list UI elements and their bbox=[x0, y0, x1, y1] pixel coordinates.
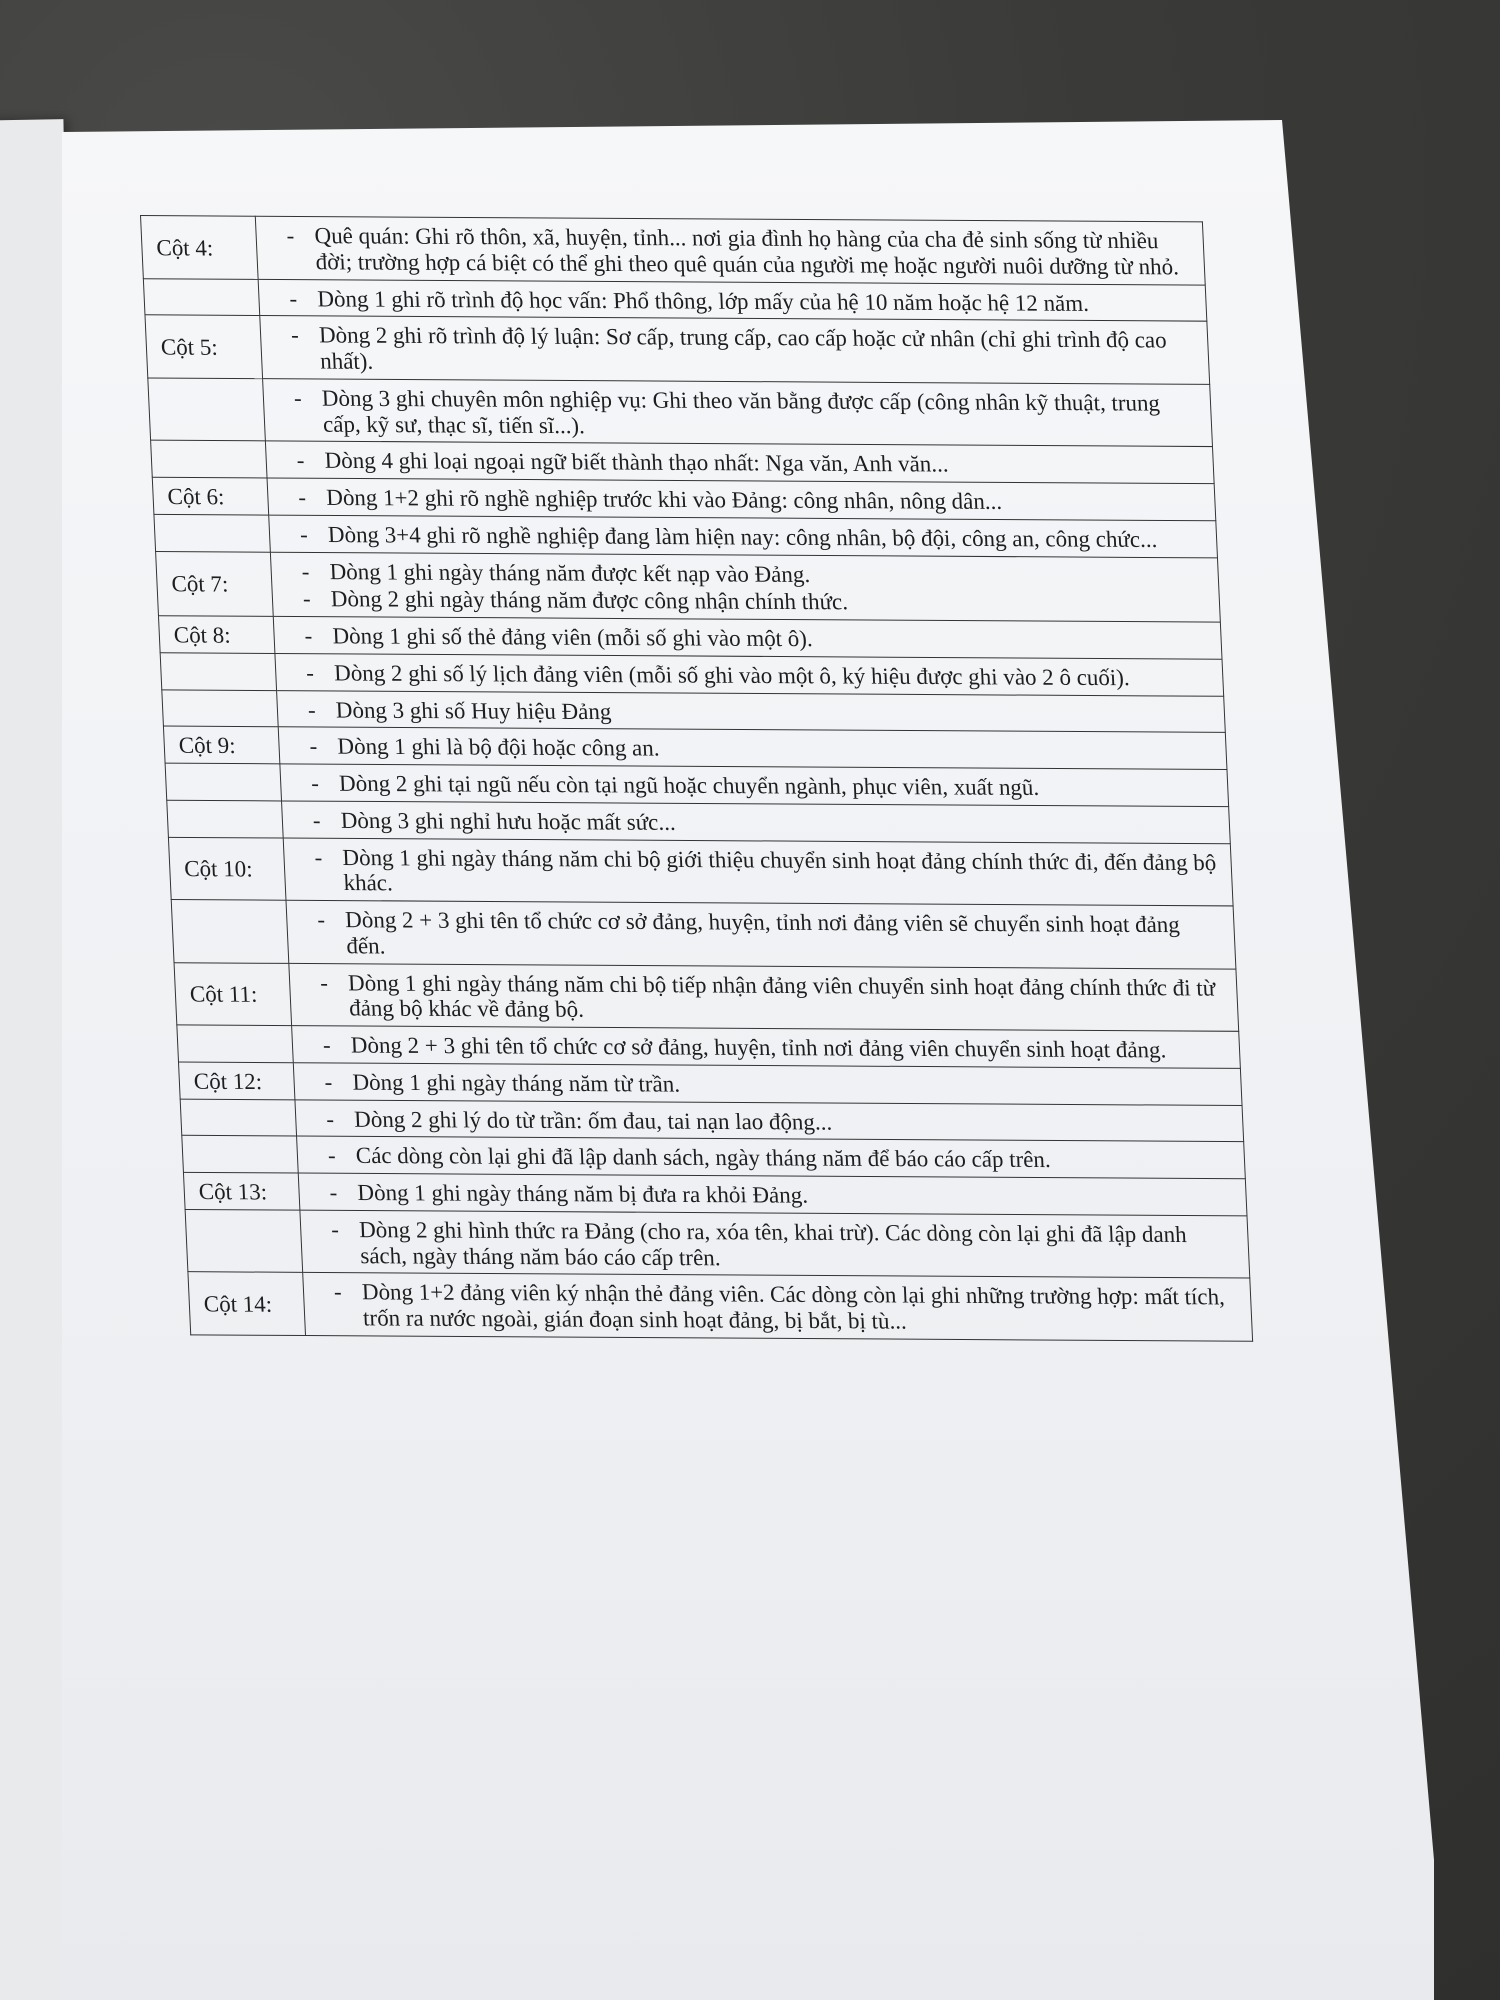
column-label: Cột 11: bbox=[174, 962, 292, 1025]
instruction-text: Dòng 1 ghi ngày tháng năm chi bộ giới thiệu chuyển sinh hoạt đảng chính thức đi, đến đảng bộ khác. bbox=[341, 844, 1217, 896]
instruction-cell bbox=[263, 378, 1213, 446]
instruction-line bbox=[312, 807, 1219, 839]
table-row bbox=[158, 616, 1222, 659]
bullet-dash-icon: - bbox=[325, 1106, 335, 1132]
bullet-dash-icon: - bbox=[310, 770, 320, 796]
bullet-dash-icon: - bbox=[323, 1069, 333, 1095]
instruction-text: Dòng 2 + 3 ghi tên tổ chức cơ sở đảng, huyện, tỉnh nơi đảng viên sẽ chuyển sinh hoạt đảng đến. bbox=[344, 907, 1181, 959]
instruction-text: Dòng 4 ghi loại ngoại ngữ biết thành thạo nhất: Nga văn, Anh văn... bbox=[324, 447, 949, 477]
instruction-line bbox=[302, 586, 1209, 617]
column-label bbox=[162, 689, 278, 727]
bullet-dash-icon: - bbox=[316, 906, 326, 933]
instruction-cell bbox=[275, 653, 1224, 696]
instruction-text: Dòng 1 ghi số thẻ đảng viên (mỗi số ghi vào một ô). bbox=[331, 623, 814, 652]
instruction-text: Dòng 1 ghi ngày tháng năm được kết nạp vào Đảng. bbox=[329, 558, 811, 587]
instruction-text: Dòng 2 + 3 ghi tên tổ chức cơ sở đảng, huyện, tỉnh nơi đảng viên chuyển sinh hoạt đảng. bbox=[350, 1032, 1167, 1063]
bullet-dash-icon: - bbox=[296, 447, 305, 473]
table-row bbox=[180, 1099, 1244, 1142]
instruction-text: Dòng 3 ghi chuyên môn nghiệp vụ: Ghi theo văn bằng được cấp (công nhân kỹ thuật, trung cấp, kỹ sư, thạc sĩ, tiến sĩ...). bbox=[321, 385, 1161, 438]
instruction-line bbox=[290, 322, 1199, 380]
bullet-dash-icon: - bbox=[299, 521, 309, 547]
instruction-cell bbox=[265, 441, 1214, 484]
instruction-text: Dòng 2 ghi ngày tháng năm được công nhận chính thức. bbox=[330, 586, 849, 615]
instruction-cell bbox=[282, 801, 1231, 844]
instruction-line bbox=[310, 770, 1218, 802]
bullet-dash-icon: - bbox=[307, 696, 317, 722]
instruction-text: Dòng 1 ghi là bộ đội hoặc công an. bbox=[336, 733, 660, 761]
table-row bbox=[156, 551, 1221, 622]
bullet-dash-icon: - bbox=[297, 484, 307, 510]
instruction-line bbox=[297, 484, 1205, 516]
table-row bbox=[141, 216, 1206, 285]
instruction-text: Dòng 3 ghi nghỉ hưu hoặc mất sức... bbox=[340, 807, 677, 835]
instruction-line bbox=[296, 447, 1203, 479]
instruction-text: Dòng 2 ghi rõ trình độ lý luận: Sơ cấp, trung cấp, cao cấp hoặc cử nhân (chỉ ghi trình độ cao nhất). bbox=[318, 322, 1168, 374]
instruction-cell bbox=[297, 1136, 1246, 1179]
instruction-line bbox=[288, 285, 1196, 317]
instruction-cell bbox=[292, 1026, 1241, 1069]
table-row bbox=[177, 1025, 1241, 1068]
instruction-cell bbox=[277, 690, 1226, 733]
table-row bbox=[182, 1136, 1246, 1179]
instruction-line bbox=[316, 906, 1226, 964]
column-label bbox=[182, 1136, 298, 1174]
column-label: Cột 7: bbox=[156, 551, 274, 616]
instruction-text: Dòng 3 ghi số Huy hiệu Đảng bbox=[335, 696, 612, 724]
instruction-table bbox=[140, 215, 1253, 1341]
column-label bbox=[154, 514, 270, 552]
column-label: Cột 8: bbox=[158, 616, 274, 654]
instruction-line bbox=[330, 1216, 1240, 1274]
instruction-cell bbox=[286, 900, 1236, 968]
table-row bbox=[165, 763, 1229, 806]
table-row bbox=[163, 726, 1227, 769]
column-label bbox=[177, 1025, 293, 1063]
column-label: Cột 13: bbox=[183, 1172, 299, 1210]
column-label bbox=[143, 278, 259, 316]
instruction-cell bbox=[280, 764, 1229, 807]
table-row bbox=[167, 800, 1231, 843]
bullet-dash-icon: - bbox=[290, 322, 300, 348]
table-row bbox=[185, 1209, 1250, 1278]
instruction-cell bbox=[298, 1173, 1247, 1216]
instruction-line bbox=[301, 558, 1208, 590]
instruction-text: Các dòng còn lại ghi đã lập danh sách, ngày tháng năm để báo cáo cấp trên. bbox=[355, 1143, 1052, 1173]
instruction-cell bbox=[269, 515, 1218, 558]
instruction-line bbox=[322, 1032, 1229, 1063]
instruction-text: Dòng 1+2 ghi rõ nghề nghiệp trước khi vào Đảng: công nhân, nông dân... bbox=[325, 484, 1003, 514]
column-label: Cột 5: bbox=[145, 315, 263, 378]
column-label bbox=[167, 800, 283, 838]
instruction-line bbox=[307, 696, 1214, 728]
instruction-line bbox=[299, 521, 1206, 553]
bullet-dash-icon: - bbox=[322, 1032, 332, 1058]
table-row bbox=[174, 962, 1239, 1031]
column-label bbox=[180, 1099, 296, 1137]
instruction-line bbox=[308, 733, 1216, 765]
bullet-dash-icon: - bbox=[313, 844, 323, 870]
column-label bbox=[171, 900, 289, 963]
bullet-dash-icon: - bbox=[328, 1179, 338, 1205]
instruction-cell bbox=[260, 316, 1210, 384]
bullet-dash-icon: - bbox=[288, 285, 298, 311]
instruction-text: Quê quán: Ghi rõ thôn, xã, huyện, tỉnh... nơi gia đình họ hàng của cha đẻ sinh sống từ nhiều đời; trường hợp cá biệt có thể ghi theo quê quán của người mẹ hoặc người nuôi dưỡng từ nhỏ. bbox=[313, 223, 1180, 280]
column-label bbox=[165, 763, 281, 801]
instruction-line bbox=[305, 659, 1213, 691]
table-row bbox=[152, 477, 1216, 520]
instruction-text: Dòng 2 ghi số lý lịch đảng viên (mỗi số ghi vào một ô, ký hiệu được ghi vào 2 ô cuối). bbox=[333, 660, 1131, 690]
instruction-text: Dòng 3+4 ghi rõ nghề nghiệp đang làm hiện nay: công nhân, bộ đội, công an, công chức... bbox=[327, 521, 1158, 552]
instruction-text: Dòng 2 ghi tại ngũ nếu còn tại ngũ hoặc chuyển ngành, phục viên, xuất ngũ. bbox=[338, 770, 1040, 800]
instruction-text: Dòng 2 ghi hình thức ra Đảng (cho ra, xóa tên, khai trừ). Các dòng còn lại ghi đã lập danh sách, ngày tháng năm báo cáo cấp trên. bbox=[358, 1216, 1188, 1270]
bullet-dash-icon: - bbox=[293, 385, 303, 411]
column-label: Cột 4: bbox=[141, 216, 259, 279]
bullet-dash-icon: - bbox=[301, 558, 310, 584]
table-row bbox=[178, 1062, 1242, 1105]
column-label: Cột 6: bbox=[152, 477, 268, 515]
column-label bbox=[151, 440, 267, 478]
bullet-dash-icon: - bbox=[330, 1216, 340, 1242]
bullet-dash-icon: - bbox=[305, 659, 315, 686]
table-row bbox=[145, 315, 1210, 384]
instruction-line bbox=[325, 1106, 1233, 1137]
instruction-text: Dòng 1 ghi rõ trình độ học vấn: Phổ thông, lớp mấy của hệ 10 năm hoặc hệ 12 năm. bbox=[316, 285, 1090, 316]
column-label bbox=[148, 378, 266, 441]
instruction-cell bbox=[300, 1210, 1250, 1278]
table-row bbox=[151, 440, 1215, 483]
instruction-cell bbox=[258, 279, 1207, 322]
instruction-line bbox=[286, 222, 1195, 280]
bullet-dash-icon: - bbox=[303, 623, 313, 649]
instruction-cell bbox=[303, 1273, 1253, 1341]
bullet-dash-icon: - bbox=[327, 1142, 337, 1169]
instruction-cell bbox=[267, 478, 1216, 521]
table-row bbox=[162, 689, 1226, 732]
bullet-dash-icon: - bbox=[312, 807, 322, 833]
instruction-line bbox=[323, 1069, 1231, 1100]
column-label: Cột 12: bbox=[178, 1062, 294, 1100]
instruction-text: Dòng 1 ghi ngày tháng năm từ trần. bbox=[351, 1069, 681, 1097]
bullet-dash-icon: - bbox=[286, 222, 295, 249]
table-row bbox=[143, 278, 1207, 321]
instruction-cell bbox=[293, 1062, 1242, 1105]
instruction-line bbox=[293, 385, 1202, 442]
instruction-line bbox=[333, 1279, 1242, 1336]
bullet-dash-icon: - bbox=[319, 969, 329, 995]
instruction-text: Dòng 1 ghi ngày tháng năm chi bộ tiếp nhận đảng viên chuyển sinh hoạt đảng chính thức đi từ đảng bộ khác về đảng bộ. bbox=[347, 969, 1216, 1023]
column-label: Cột 14: bbox=[188, 1272, 306, 1335]
table-row bbox=[148, 378, 1213, 447]
table-row bbox=[154, 514, 1218, 557]
instruction-table-body bbox=[141, 216, 1253, 1341]
instruction-cell bbox=[255, 216, 1205, 284]
instruction-line bbox=[319, 969, 1228, 1027]
instruction-cell bbox=[270, 552, 1220, 622]
bullet-dash-icon: - bbox=[308, 733, 318, 759]
instruction-text: Dòng 2 ghi lý do từ trần: ốm đau, tai nạn lao động... bbox=[353, 1106, 833, 1135]
table-row bbox=[160, 653, 1224, 696]
table-row bbox=[168, 837, 1233, 906]
instruction-line bbox=[327, 1142, 1234, 1174]
table-row bbox=[171, 900, 1236, 969]
instruction-cell bbox=[273, 616, 1222, 659]
bullet-dash-icon: - bbox=[302, 586, 312, 612]
column-label bbox=[185, 1209, 303, 1272]
column-label: Cột 9: bbox=[163, 726, 279, 764]
instruction-line bbox=[313, 844, 1223, 901]
instruction-cell bbox=[289, 963, 1239, 1031]
instruction-cell bbox=[278, 727, 1227, 770]
bullet-dash-icon: - bbox=[333, 1279, 343, 1305]
instruction-line bbox=[303, 623, 1211, 654]
table-row bbox=[183, 1172, 1247, 1215]
table-row bbox=[188, 1272, 1253, 1341]
instruction-text: Dòng 1+2 đảng viên ký nhận thẻ đảng viên. Các dòng còn lại ghi những trường hợp: mất tích, trốn ra nước ngoài, gián đoạn sinh hoạt đảng, bị bắt, bị tù... bbox=[361, 1279, 1226, 1334]
column-label bbox=[160, 653, 276, 691]
instruction-cell bbox=[295, 1099, 1244, 1142]
instruction-cell bbox=[283, 838, 1233, 906]
instruction-text: Dòng 1 ghi ngày tháng năm bị đưa ra khỏi Đảng. bbox=[356, 1179, 809, 1208]
column-label: Cột 10: bbox=[168, 837, 286, 900]
instruction-line bbox=[328, 1179, 1236, 1211]
